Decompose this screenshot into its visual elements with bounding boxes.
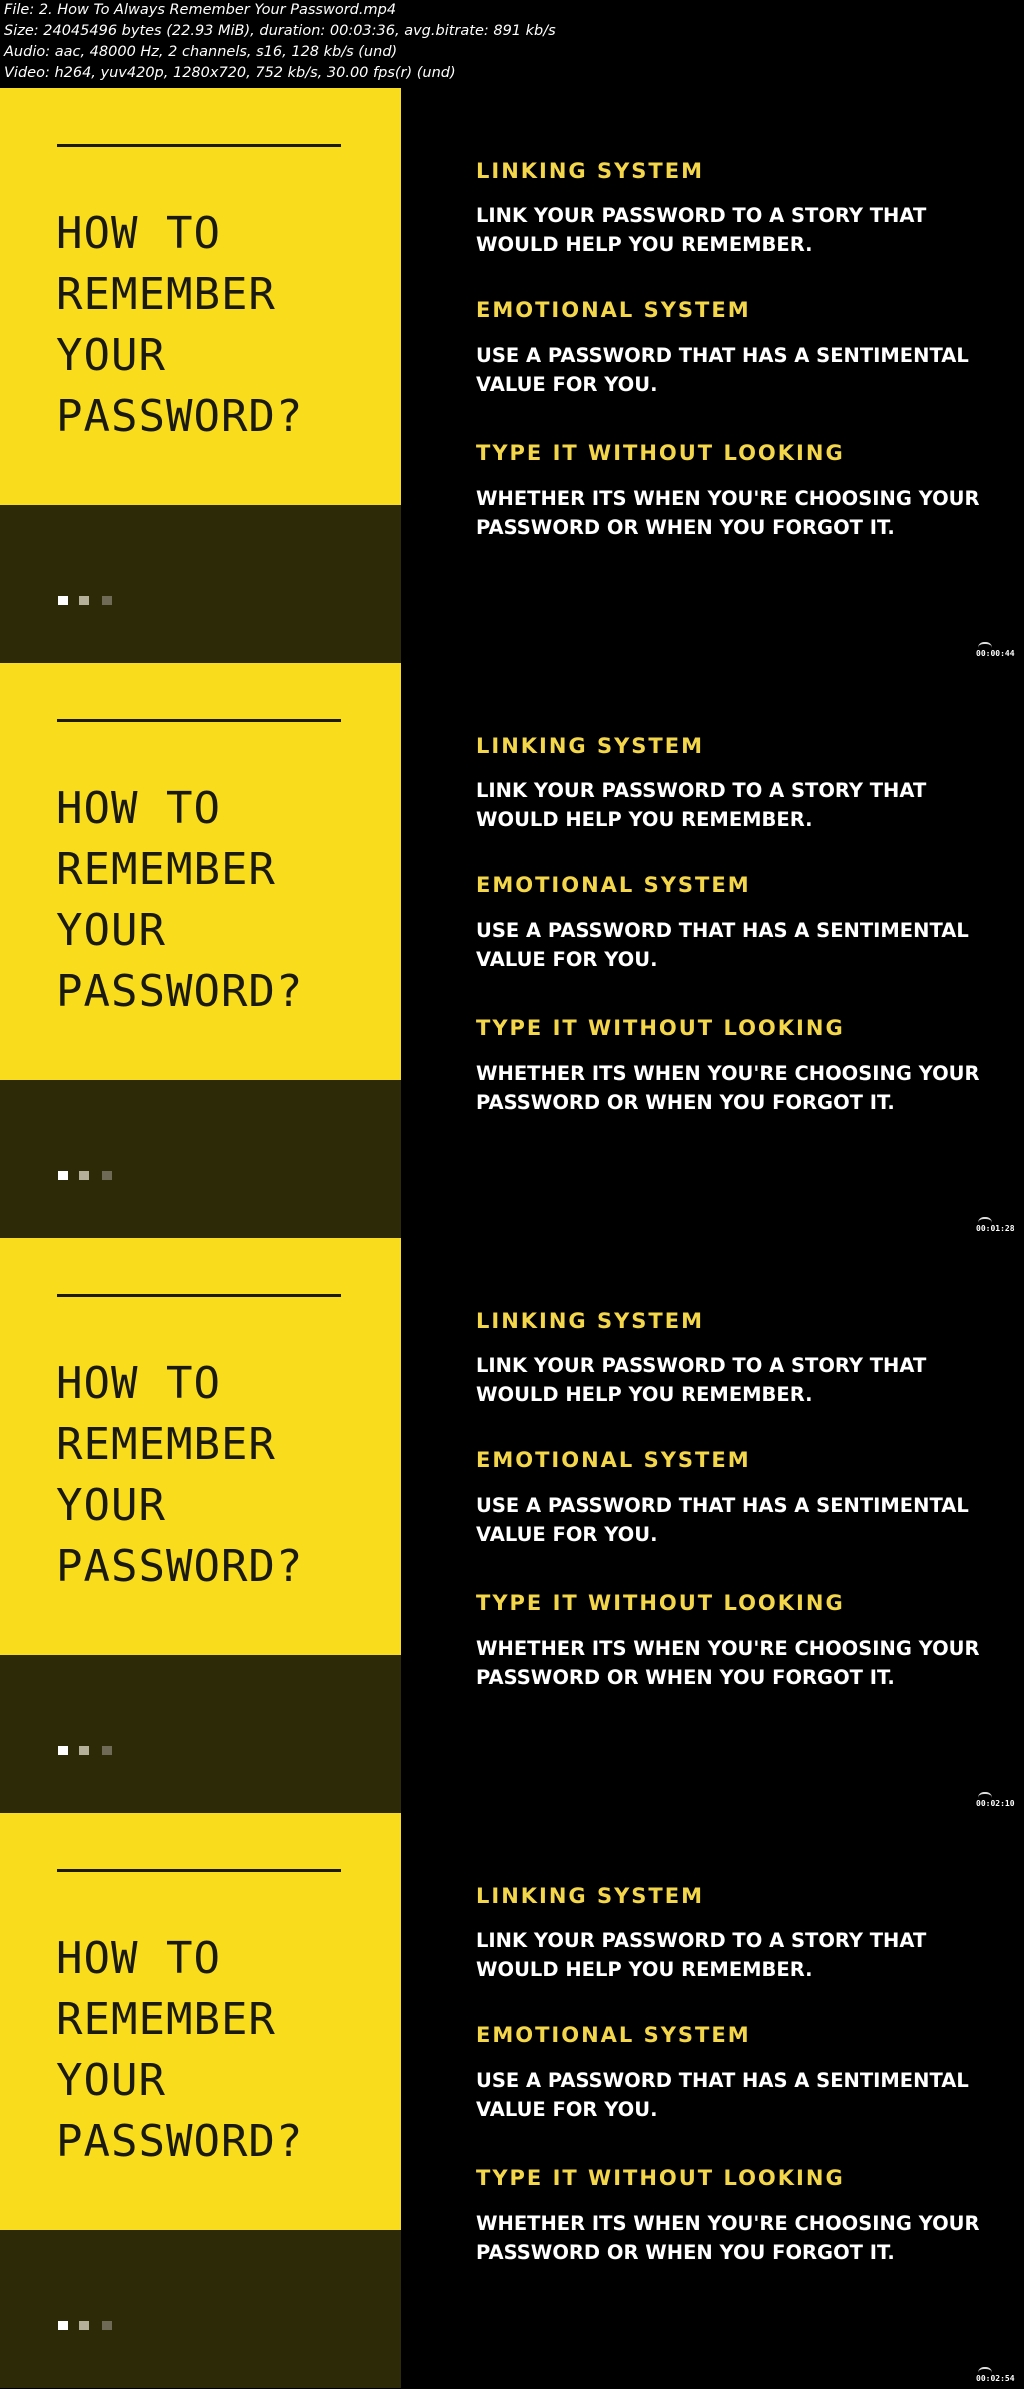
section-heading: LINKING SYSTEM bbox=[476, 1309, 705, 1333]
footer-panel bbox=[0, 505, 401, 663]
title-line: PASSWORD? bbox=[56, 966, 304, 1017]
frame-timestamp bbox=[976, 1217, 1022, 1235]
body-line: LINK YOUR PASSWORD TO A STORY THAT bbox=[476, 779, 927, 802]
body-line: WOULD HELP YOU REMEMBER. bbox=[476, 1958, 813, 1981]
title-panel bbox=[0, 663, 401, 1080]
body-line: LINK YOUR PASSWORD TO A STORY THAT bbox=[476, 204, 927, 227]
timestamp-text: 00:01:28 bbox=[976, 1224, 1015, 1233]
file-info-line: Video: h264, yuv420p, 1280x720, 752 kb/s, 30.00 fps(r) (und) bbox=[4, 65, 456, 81]
timestamp-text: 00:02:10 bbox=[976, 1799, 1015, 1808]
section-heading: EMOTIONAL SYSTEM bbox=[476, 2023, 751, 2047]
section-body bbox=[476, 916, 1016, 974]
section-heading: EMOTIONAL SYSTEM bbox=[476, 298, 751, 322]
title-line: HOW TO bbox=[56, 783, 221, 834]
indicator-dot bbox=[79, 596, 89, 605]
indicator-dot-active bbox=[58, 1171, 68, 1180]
section-body bbox=[476, 2209, 1016, 2267]
video-frame bbox=[0, 1238, 1024, 1813]
title-rule bbox=[57, 719, 341, 722]
title-line: REMEMBER bbox=[56, 269, 276, 320]
section-body bbox=[476, 1351, 1016, 1409]
section-body bbox=[476, 484, 1016, 542]
slide-title bbox=[56, 203, 396, 447]
footer-panel bbox=[0, 2230, 401, 2388]
title-line: REMEMBER bbox=[56, 844, 276, 895]
section-heading: LINKING SYSTEM bbox=[476, 734, 705, 758]
indicator-dot-active bbox=[58, 596, 68, 605]
title-line: YOUR bbox=[56, 905, 166, 956]
indicator-dot bbox=[102, 1171, 112, 1180]
body-line: WHETHER ITS WHEN YOU'RE CHOOSING YOUR bbox=[476, 487, 980, 510]
body-line: WHETHER ITS WHEN YOU'RE CHOOSING YOUR bbox=[476, 2212, 980, 2235]
file-info-line: Audio: aac, 48000 Hz, 2 channels, s16, 128 kb/s (und) bbox=[4, 44, 398, 60]
section-heading: EMOTIONAL SYSTEM bbox=[476, 1448, 751, 1472]
body-line: USE A PASSWORD THAT HAS A SENTIMENTAL bbox=[476, 919, 969, 942]
body-line: PASSWORD OR WHEN YOU FORGOT IT. bbox=[476, 2241, 895, 2264]
timestamp-text: 00:02:54 bbox=[976, 2374, 1015, 2383]
frame-timestamp bbox=[976, 642, 1022, 660]
title-panel bbox=[0, 1238, 401, 1655]
body-line: PASSWORD OR WHEN YOU FORGOT IT. bbox=[476, 1091, 895, 1114]
indicator-dot bbox=[79, 1171, 89, 1180]
title-line: PASSWORD? bbox=[56, 2116, 304, 2167]
slide-title bbox=[56, 1928, 396, 2172]
body-line: PASSWORD OR WHEN YOU FORGOT IT. bbox=[476, 516, 895, 539]
footer-panel bbox=[0, 1655, 401, 1813]
indicator-dot bbox=[79, 2321, 89, 2330]
section-heading: TYPE IT WITHOUT LOOKING bbox=[476, 1591, 845, 1615]
body-line: WHETHER ITS WHEN YOU'RE CHOOSING YOUR bbox=[476, 1637, 980, 1660]
title-line: YOUR bbox=[56, 2055, 166, 2106]
video-frame bbox=[0, 88, 1024, 663]
title-line: YOUR bbox=[56, 1480, 166, 1531]
indicator-dot bbox=[79, 1746, 89, 1755]
title-rule bbox=[57, 1294, 341, 1297]
footer-panel bbox=[0, 1080, 401, 1238]
video-frame bbox=[0, 663, 1024, 1238]
body-line: LINK YOUR PASSWORD TO A STORY THAT bbox=[476, 1354, 927, 1377]
indicator-dot-active bbox=[58, 2321, 68, 2330]
section-heading: TYPE IT WITHOUT LOOKING bbox=[476, 1016, 845, 1040]
section-heading: EMOTIONAL SYSTEM bbox=[476, 873, 751, 897]
body-line: PASSWORD OR WHEN YOU FORGOT IT. bbox=[476, 1666, 895, 1689]
frame-timestamp bbox=[976, 1792, 1022, 1810]
section-body bbox=[476, 1634, 1016, 1692]
frame-timestamp bbox=[976, 2367, 1022, 2385]
section-body bbox=[476, 1491, 1016, 1549]
body-line: LINK YOUR PASSWORD TO A STORY THAT bbox=[476, 1929, 927, 1952]
title-line: HOW TO bbox=[56, 1933, 221, 1984]
timestamp-text: 00:00:44 bbox=[976, 649, 1015, 658]
body-line: WOULD HELP YOU REMEMBER. bbox=[476, 1383, 813, 1406]
file-info-header bbox=[0, 0, 1024, 88]
title-panel bbox=[0, 1813, 401, 2230]
title-line: HOW TO bbox=[56, 208, 221, 259]
section-body bbox=[476, 341, 1016, 399]
title-line: YOUR bbox=[56, 330, 166, 381]
section-body bbox=[476, 776, 1016, 834]
indicator-dot-active bbox=[58, 1746, 68, 1755]
body-line: WOULD HELP YOU REMEMBER. bbox=[476, 808, 813, 831]
indicator-dot bbox=[102, 1746, 112, 1755]
body-line: USE A PASSWORD THAT HAS A SENTIMENTAL bbox=[476, 1494, 969, 1517]
section-body bbox=[476, 2066, 1016, 2124]
body-line: USE A PASSWORD THAT HAS A SENTIMENTAL bbox=[476, 344, 969, 367]
section-body bbox=[476, 1926, 1016, 1984]
section-heading: LINKING SYSTEM bbox=[476, 159, 705, 183]
title-line: REMEMBER bbox=[56, 1994, 276, 2045]
indicator-dot bbox=[102, 2321, 112, 2330]
section-body bbox=[476, 201, 1016, 259]
slide-title bbox=[56, 1353, 396, 1597]
section-body bbox=[476, 1059, 1016, 1117]
video-frame bbox=[0, 1813, 1024, 2388]
title-line: HOW TO bbox=[56, 1358, 221, 1409]
title-rule bbox=[57, 1869, 341, 1872]
body-line: VALUE FOR YOU. bbox=[476, 1523, 658, 1546]
section-heading: TYPE IT WITHOUT LOOKING bbox=[476, 441, 845, 465]
body-line: USE A PASSWORD THAT HAS A SENTIMENTAL bbox=[476, 2069, 969, 2092]
body-line: WHETHER ITS WHEN YOU'RE CHOOSING YOUR bbox=[476, 1062, 980, 1085]
title-rule bbox=[57, 144, 341, 147]
indicator-dot bbox=[102, 596, 112, 605]
file-info-line: Size: 24045496 bytes (22.93 MiB), duration: 00:03:36, avg.bitrate: 891 kb/s bbox=[4, 23, 556, 39]
title-line: REMEMBER bbox=[56, 1419, 276, 1470]
body-line: WOULD HELP YOU REMEMBER. bbox=[476, 233, 813, 256]
title-panel bbox=[0, 88, 401, 505]
section-heading: LINKING SYSTEM bbox=[476, 1884, 705, 1908]
section-heading: TYPE IT WITHOUT LOOKING bbox=[476, 2166, 845, 2190]
body-line: VALUE FOR YOU. bbox=[476, 373, 658, 396]
body-line: VALUE FOR YOU. bbox=[476, 2098, 658, 2121]
slide-title bbox=[56, 778, 396, 1022]
title-line: PASSWORD? bbox=[56, 1541, 304, 1592]
body-line: VALUE FOR YOU. bbox=[476, 948, 658, 971]
title-line: PASSWORD? bbox=[56, 391, 304, 442]
file-info-line: File: 2. How To Always Remember Your Password.mp4 bbox=[4, 2, 397, 18]
